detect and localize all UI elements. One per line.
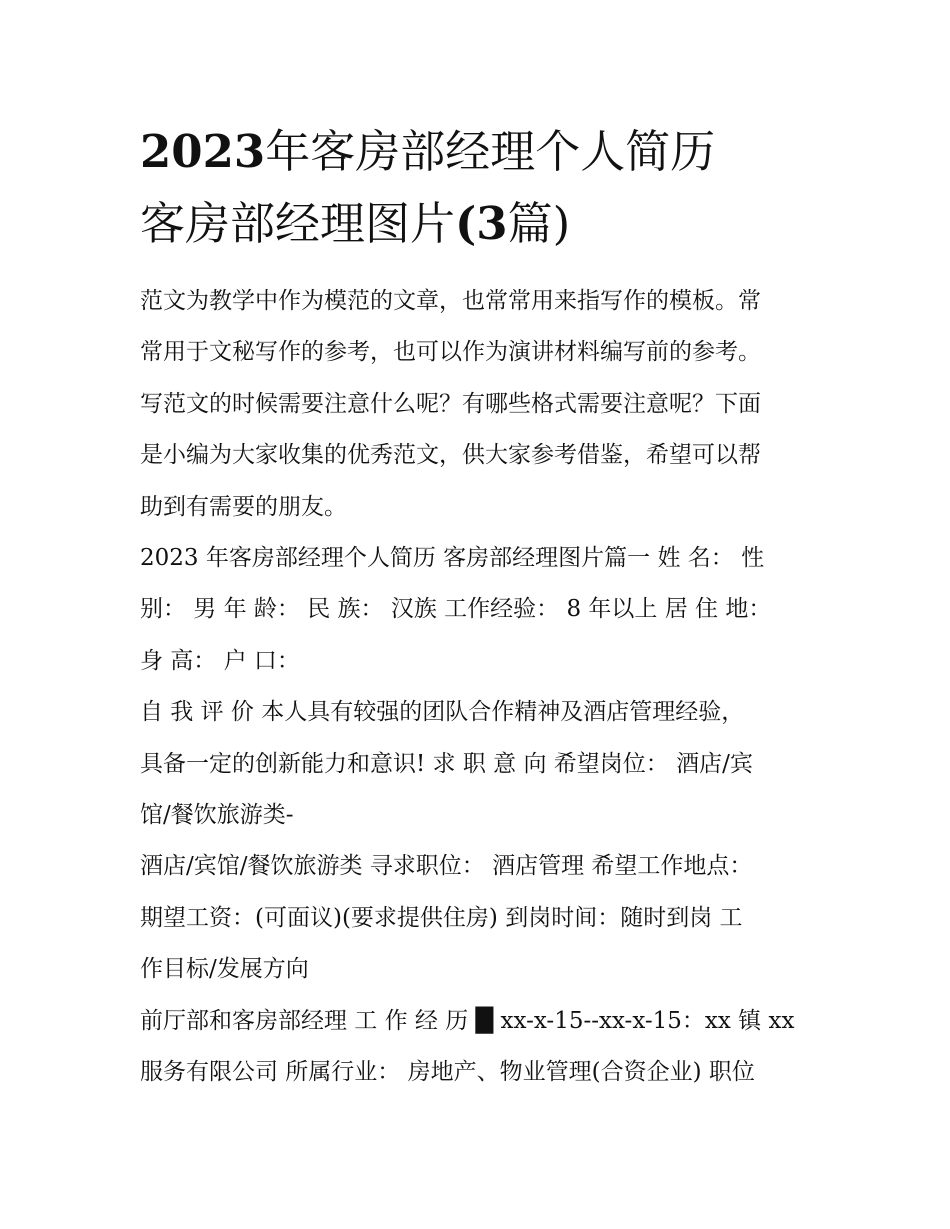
self-evaluation <box>140 687 812 841</box>
body-line: 馆/餐饮旅游类- <box>140 802 294 829</box>
body-line: 范文为教学中作为模范的文章，也常常用来指写作的模板。常 <box>140 288 761 314</box>
body-line: 服务有限公司 所属行业： 房地产、物业管理(合资企业) 职位 <box>140 1059 755 1086</box>
body-line: 期望工资：(可面议)(要求提供住房) 到岗时间：随时到岗 工 <box>140 904 743 931</box>
document-body <box>140 276 812 1099</box>
body-line: 身 高： 户 口： <box>140 647 300 674</box>
title-line-2-text: 客房部经理图片 <box>140 197 456 250</box>
body-line: 自 我 评 价 本人具有较强的团队合作精神及酒店管理经验， <box>140 699 745 726</box>
body-line: 常用于文秘写作的参考，也可以作为演讲材料编写前的参考。 <box>140 339 761 366</box>
work-experience <box>140 996 812 1099</box>
body-line: 是小编为大家收集的优秀范文，供大家参考借鉴，希望可以帮 <box>140 442 761 469</box>
resume-basic-info <box>140 533 812 687</box>
title-count: (3 <box>455 197 508 250</box>
job-intention <box>140 841 812 995</box>
title-line-1-text: 年客房部经理个人简历 <box>265 125 716 178</box>
title-year: 2023 <box>140 125 266 178</box>
body-line: 作目标/发展方向 <box>140 956 309 983</box>
body-line: 具备一定的创新能力和意识! 求 职 意 向 希望岗位： 酒店/宾 <box>140 750 753 777</box>
title-line-2-end: 篇) <box>507 197 571 250</box>
intro-paragraph <box>140 276 812 533</box>
title-line-2 <box>140 188 830 260</box>
body-line: 2023 年客房部经理个人简历 客房部经理图片篇一 姓 名： 性 <box>140 545 765 572</box>
body-line: 助到有需要的朋友。 <box>140 493 347 520</box>
title-line-1 <box>140 116 830 188</box>
body-line: 写范文的时候需要注意什么呢？有哪些格式需要注意呢？下面 <box>140 390 761 417</box>
body-line: 前厅部和客房部经理 工 作 经 历 █ xx-x-15--xx-x-15：xx 镇 xx <box>140 1007 795 1034</box>
body-line: 别： 男 年 龄： 民 族： 汉族 工作经验： 8 年以上 居 住 地： <box>140 596 772 623</box>
document-title <box>140 116 830 260</box>
body-line: 酒店/宾馆/餐饮旅游类 寻求职位： 酒店管理 希望工作地点： <box>140 853 753 880</box>
